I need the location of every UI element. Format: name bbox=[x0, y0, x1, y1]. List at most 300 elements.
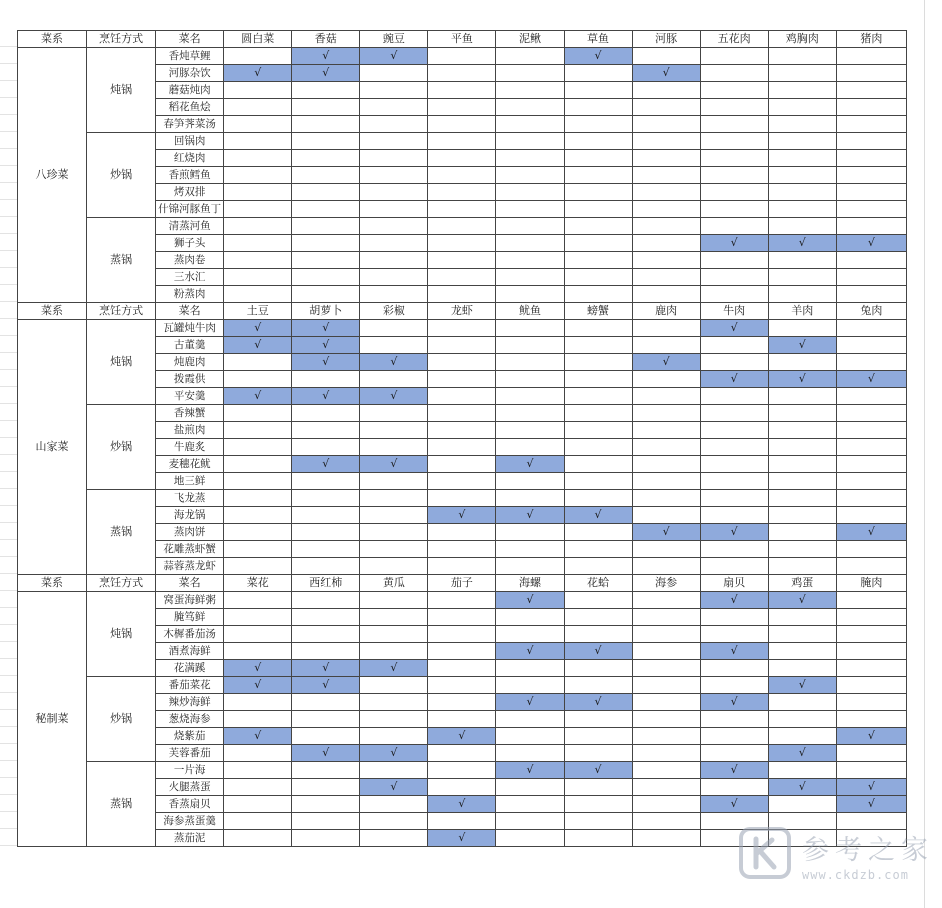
ingredient-empty-cell bbox=[224, 167, 292, 184]
ingredient-empty-cell bbox=[700, 541, 768, 558]
cooking-method-cell: 蒸锅 bbox=[87, 490, 156, 575]
table-row bbox=[18, 762, 907, 779]
dish-name-cell: 平安羹 bbox=[156, 388, 224, 405]
dish-name-cell: 火腿蒸蛋 bbox=[156, 779, 224, 796]
ingredient-empty-cell bbox=[292, 473, 360, 490]
ingredient-empty-cell bbox=[768, 796, 836, 813]
ingredient-empty-cell bbox=[632, 541, 700, 558]
ingredient-empty-cell bbox=[360, 65, 428, 82]
ingredient-empty-cell bbox=[700, 456, 768, 473]
ingredient-empty-cell bbox=[360, 184, 428, 201]
dish-name-cell: 春笋荠菜汤 bbox=[156, 116, 224, 133]
ingredient-empty-cell bbox=[564, 558, 632, 575]
header-ingredient: 茄子 bbox=[428, 575, 496, 592]
ingredient-check-cell: √ bbox=[360, 660, 428, 677]
section-header-row bbox=[18, 31, 907, 48]
ingredient-empty-cell bbox=[224, 762, 292, 779]
ingredient-empty-cell bbox=[632, 728, 700, 745]
cooking-method-cell: 炒锅 bbox=[87, 133, 156, 218]
ingredient-empty-cell bbox=[224, 558, 292, 575]
ingredient-check-cell: √ bbox=[292, 388, 360, 405]
header-cuisine: 菜系 bbox=[18, 31, 87, 48]
ingredient-empty-cell bbox=[768, 218, 836, 235]
ingredient-empty-cell bbox=[700, 626, 768, 643]
ingredient-empty-cell bbox=[700, 490, 768, 507]
ingredient-empty-cell bbox=[768, 286, 836, 303]
dish-name-cell: 香煎鳕鱼 bbox=[156, 167, 224, 184]
ingredient-empty-cell bbox=[224, 48, 292, 65]
header-ingredient: 鸡胸肉 bbox=[768, 31, 836, 48]
ingredient-empty-cell bbox=[428, 762, 496, 779]
ingredient-empty-cell bbox=[768, 184, 836, 201]
ingredient-empty-cell bbox=[428, 320, 496, 337]
ingredient-empty-cell bbox=[292, 99, 360, 116]
ingredient-empty-cell bbox=[564, 388, 632, 405]
ingredient-empty-cell bbox=[292, 643, 360, 660]
ingredient-empty-cell bbox=[836, 252, 906, 269]
ingredient-empty-cell bbox=[564, 422, 632, 439]
ingredient-empty-cell bbox=[632, 82, 700, 99]
table-row bbox=[18, 677, 907, 694]
dish-name-cell: 花雕蒸虾蟹 bbox=[156, 541, 224, 558]
table-row bbox=[18, 592, 907, 609]
ingredient-empty-cell bbox=[632, 626, 700, 643]
dish-name-cell: 三水汇 bbox=[156, 269, 224, 286]
ingredient-empty-cell bbox=[292, 116, 360, 133]
ingredient-empty-cell bbox=[360, 133, 428, 150]
ingredient-empty-cell bbox=[836, 592, 906, 609]
ingredient-empty-cell bbox=[496, 626, 564, 643]
ingredient-empty-cell bbox=[768, 609, 836, 626]
ingredient-check-cell: √ bbox=[360, 48, 428, 65]
ingredient-empty-cell bbox=[496, 82, 564, 99]
ingredient-empty-cell bbox=[496, 490, 564, 507]
ingredient-empty-cell bbox=[564, 82, 632, 99]
header-ingredient: 鹿肉 bbox=[632, 303, 700, 320]
ingredient-empty-cell bbox=[700, 201, 768, 218]
ingredient-empty-cell bbox=[700, 677, 768, 694]
ingredient-check-cell: √ bbox=[224, 320, 292, 337]
ingredient-empty-cell bbox=[768, 99, 836, 116]
ingredient-empty-cell bbox=[224, 745, 292, 762]
header-ingredient: 花蛤 bbox=[564, 575, 632, 592]
ingredient-empty-cell bbox=[224, 99, 292, 116]
ingredient-empty-cell bbox=[496, 745, 564, 762]
ingredient-empty-cell bbox=[292, 694, 360, 711]
ingredient-check-cell: √ bbox=[428, 830, 496, 847]
cuisine-cell: 八珍菜 bbox=[18, 48, 87, 303]
dish-name-cell: 蒜蓉蒸龙虾 bbox=[156, 558, 224, 575]
ingredient-empty-cell bbox=[496, 48, 564, 65]
ingredient-empty-cell bbox=[632, 133, 700, 150]
ingredient-empty-cell bbox=[768, 711, 836, 728]
ingredient-empty-cell bbox=[564, 405, 632, 422]
ingredient-empty-cell bbox=[632, 456, 700, 473]
dish-name-cell: 腌笃鲜 bbox=[156, 609, 224, 626]
ingredient-empty-cell bbox=[700, 82, 768, 99]
dish-name-cell: 清蒸河鱼 bbox=[156, 218, 224, 235]
ingredient-empty-cell bbox=[768, 524, 836, 541]
ingredient-check-cell: √ bbox=[224, 65, 292, 82]
ingredient-check-cell: √ bbox=[224, 728, 292, 745]
ingredient-empty-cell bbox=[700, 252, 768, 269]
ingredient-empty-cell bbox=[564, 660, 632, 677]
ingredient-empty-cell bbox=[428, 643, 496, 660]
ingredient-check-cell: √ bbox=[292, 320, 360, 337]
ingredient-empty-cell bbox=[836, 82, 906, 99]
ingredient-check-cell: √ bbox=[360, 456, 428, 473]
ingredient-check-cell: √ bbox=[292, 660, 360, 677]
header-ingredient: 香菇 bbox=[292, 31, 360, 48]
ingredient-empty-cell bbox=[768, 388, 836, 405]
section-header-row bbox=[18, 303, 907, 320]
ingredient-empty-cell bbox=[360, 82, 428, 99]
ingredient-check-cell: √ bbox=[632, 65, 700, 82]
ingredient-empty-cell bbox=[224, 371, 292, 388]
ingredient-empty-cell bbox=[292, 592, 360, 609]
table-row bbox=[18, 320, 907, 337]
ingredient-empty-cell bbox=[768, 541, 836, 558]
ingredient-empty-cell bbox=[224, 252, 292, 269]
ingredient-empty-cell bbox=[768, 694, 836, 711]
ingredient-empty-cell bbox=[428, 592, 496, 609]
ingredient-empty-cell bbox=[428, 184, 496, 201]
ingredient-check-cell: √ bbox=[768, 337, 836, 354]
ingredient-empty-cell bbox=[224, 150, 292, 167]
ingredient-empty-cell bbox=[496, 235, 564, 252]
ingredient-empty-cell bbox=[428, 490, 496, 507]
ingredient-empty-cell bbox=[360, 592, 428, 609]
ingredient-empty-cell bbox=[564, 184, 632, 201]
dish-name-cell: 飞龙蒸 bbox=[156, 490, 224, 507]
ingredient-empty-cell bbox=[360, 524, 428, 541]
ingredient-empty-cell bbox=[496, 167, 564, 184]
ingredient-empty-cell bbox=[836, 541, 906, 558]
ingredient-empty-cell bbox=[632, 184, 700, 201]
ingredient-check-cell: √ bbox=[836, 796, 906, 813]
ingredient-empty-cell bbox=[564, 235, 632, 252]
watermark-url: www.ckdzb.com bbox=[802, 868, 909, 882]
ingredient-empty-cell bbox=[632, 439, 700, 456]
ingredient-empty-cell bbox=[496, 150, 564, 167]
ingredient-empty-cell bbox=[768, 507, 836, 524]
ingredient-check-cell: √ bbox=[700, 371, 768, 388]
header-dish-name: 菜名 bbox=[156, 303, 224, 320]
ingredient-empty-cell bbox=[836, 218, 906, 235]
ingredient-empty-cell bbox=[632, 507, 700, 524]
ingredient-check-cell: √ bbox=[224, 677, 292, 694]
ingredient-check-cell: √ bbox=[496, 507, 564, 524]
ingredient-empty-cell bbox=[632, 660, 700, 677]
ingredient-empty-cell bbox=[428, 286, 496, 303]
ingredient-empty-cell bbox=[224, 711, 292, 728]
ingredient-empty-cell bbox=[564, 813, 632, 830]
header-ingredient: 胡萝卜 bbox=[292, 303, 360, 320]
ingredient-empty-cell bbox=[292, 252, 360, 269]
header-ingredient: 海参 bbox=[632, 575, 700, 592]
ingredient-empty-cell bbox=[360, 813, 428, 830]
ingredient-empty-cell bbox=[836, 745, 906, 762]
cooking-method-cell: 炒锅 bbox=[87, 405, 156, 490]
ingredient-empty-cell bbox=[836, 99, 906, 116]
ingredient-empty-cell bbox=[564, 830, 632, 847]
ingredient-check-cell: √ bbox=[292, 456, 360, 473]
ingredient-check-cell: √ bbox=[292, 745, 360, 762]
cooking-method-cell: 蒸锅 bbox=[87, 762, 156, 847]
ingredient-empty-cell bbox=[428, 405, 496, 422]
ingredient-empty-cell bbox=[292, 813, 360, 830]
cooking-method-cell: 炖锅 bbox=[87, 592, 156, 677]
ingredient-empty-cell bbox=[836, 558, 906, 575]
ingredient-empty-cell bbox=[496, 711, 564, 728]
ingredient-empty-cell bbox=[360, 201, 428, 218]
ingredient-empty-cell bbox=[768, 65, 836, 82]
cuisine-cell: 秘制菜 bbox=[18, 592, 87, 847]
ingredient-check-cell: √ bbox=[292, 677, 360, 694]
ingredient-empty-cell bbox=[224, 286, 292, 303]
header-ingredient: 黄瓜 bbox=[360, 575, 428, 592]
ingredient-empty-cell bbox=[564, 490, 632, 507]
ingredient-check-cell: √ bbox=[360, 745, 428, 762]
ingredient-check-cell: √ bbox=[564, 762, 632, 779]
dish-name-cell: 一片海 bbox=[156, 762, 224, 779]
ingredient-check-cell: √ bbox=[700, 320, 768, 337]
dish-name-cell: 烤双排 bbox=[156, 184, 224, 201]
ingredient-empty-cell bbox=[292, 422, 360, 439]
ingredient-empty-cell bbox=[768, 354, 836, 371]
ingredient-empty-cell bbox=[836, 48, 906, 65]
ingredient-empty-cell bbox=[632, 286, 700, 303]
ingredient-empty-cell bbox=[292, 218, 360, 235]
ingredient-empty-cell bbox=[496, 609, 564, 626]
ingredient-empty-cell bbox=[428, 473, 496, 490]
dish-name-cell: 麦穗花鱿 bbox=[156, 456, 224, 473]
ingredient-empty-cell bbox=[360, 150, 428, 167]
ingredient-empty-cell bbox=[632, 252, 700, 269]
ingredient-check-cell: √ bbox=[360, 388, 428, 405]
ingredient-empty-cell bbox=[700, 269, 768, 286]
recipe-ingredient-table bbox=[17, 30, 907, 847]
ingredient-empty-cell bbox=[428, 65, 496, 82]
dish-name-cell: 花满蹊 bbox=[156, 660, 224, 677]
ingredient-empty-cell bbox=[768, 48, 836, 65]
dish-name-cell: 香辣蟹 bbox=[156, 405, 224, 422]
ingredient-empty-cell bbox=[496, 65, 564, 82]
ingredient-empty-cell bbox=[496, 320, 564, 337]
dish-name-cell: 海龙锅 bbox=[156, 507, 224, 524]
ingredient-empty-cell bbox=[632, 218, 700, 235]
ingredient-empty-cell bbox=[700, 745, 768, 762]
ingredient-empty-cell bbox=[564, 286, 632, 303]
ingredient-check-cell: √ bbox=[292, 48, 360, 65]
table-row bbox=[18, 405, 907, 422]
ingredient-empty-cell bbox=[360, 320, 428, 337]
header-cooking-method: 烹饪方式 bbox=[87, 575, 156, 592]
ingredient-empty-cell bbox=[360, 830, 428, 847]
ingredient-empty-cell bbox=[292, 490, 360, 507]
dish-name-cell: 地三鲜 bbox=[156, 473, 224, 490]
ingredient-empty-cell bbox=[836, 65, 906, 82]
ingredient-empty-cell bbox=[632, 490, 700, 507]
ingredient-empty-cell bbox=[836, 388, 906, 405]
ingredient-empty-cell bbox=[224, 218, 292, 235]
dish-name-cell: 酒煮海鲜 bbox=[156, 643, 224, 660]
ingredient-empty-cell bbox=[836, 439, 906, 456]
ingredient-empty-cell bbox=[428, 422, 496, 439]
ingredient-empty-cell bbox=[224, 184, 292, 201]
ingredient-empty-cell bbox=[564, 252, 632, 269]
ingredient-check-cell: √ bbox=[700, 592, 768, 609]
ingredient-empty-cell bbox=[496, 201, 564, 218]
cuisine-cell: 山家菜 bbox=[18, 320, 87, 575]
dish-name-cell: 蒸肉卷 bbox=[156, 252, 224, 269]
ingredient-check-cell: √ bbox=[700, 762, 768, 779]
ingredient-empty-cell bbox=[700, 184, 768, 201]
spreadsheet-gridlines bbox=[0, 30, 17, 860]
ingredient-empty-cell bbox=[360, 99, 428, 116]
header-ingredient: 豌豆 bbox=[360, 31, 428, 48]
dish-name-cell: 古董羹 bbox=[156, 337, 224, 354]
ingredient-check-cell: √ bbox=[564, 48, 632, 65]
ingredient-empty-cell bbox=[632, 116, 700, 133]
ingredient-check-cell: √ bbox=[360, 354, 428, 371]
ingredient-empty-cell bbox=[292, 762, 360, 779]
ingredient-check-cell: √ bbox=[224, 388, 292, 405]
ingredient-empty-cell bbox=[496, 541, 564, 558]
ingredient-check-cell: √ bbox=[564, 643, 632, 660]
ingredient-check-cell: √ bbox=[768, 677, 836, 694]
ingredient-empty-cell bbox=[632, 643, 700, 660]
ingredient-empty-cell bbox=[564, 439, 632, 456]
header-cuisine: 菜系 bbox=[18, 303, 87, 320]
dish-name-cell: 香炖草鲤 bbox=[156, 48, 224, 65]
table-row bbox=[18, 218, 907, 235]
ingredient-empty-cell bbox=[564, 745, 632, 762]
ingredient-empty-cell bbox=[700, 388, 768, 405]
ingredient-empty-cell bbox=[360, 405, 428, 422]
ingredient-empty-cell bbox=[700, 779, 768, 796]
ingredient-check-cell: √ bbox=[700, 524, 768, 541]
ingredient-empty-cell bbox=[564, 456, 632, 473]
ingredient-empty-cell bbox=[564, 524, 632, 541]
cooking-method-cell: 炒锅 bbox=[87, 677, 156, 762]
ingredient-empty-cell bbox=[564, 677, 632, 694]
ingredient-empty-cell bbox=[632, 167, 700, 184]
ingredient-empty-cell bbox=[768, 643, 836, 660]
ingredient-check-cell: √ bbox=[428, 796, 496, 813]
ingredient-empty-cell bbox=[496, 813, 564, 830]
ingredient-check-cell: √ bbox=[224, 337, 292, 354]
header-ingredient: 菜花 bbox=[224, 575, 292, 592]
ingredient-empty-cell bbox=[428, 779, 496, 796]
ingredient-empty-cell bbox=[292, 541, 360, 558]
ingredient-empty-cell bbox=[224, 269, 292, 286]
ingredient-empty-cell bbox=[292, 779, 360, 796]
ingredient-empty-cell bbox=[428, 558, 496, 575]
ingredient-empty-cell bbox=[360, 541, 428, 558]
ingredient-empty-cell bbox=[496, 524, 564, 541]
ingredient-empty-cell bbox=[428, 609, 496, 626]
dish-name-cell: 窝蛋海鲜粥 bbox=[156, 592, 224, 609]
header-ingredient: 泥鳅 bbox=[496, 31, 564, 48]
dish-name-cell: 盐煎肉 bbox=[156, 422, 224, 439]
ingredient-empty-cell bbox=[496, 830, 564, 847]
ingredient-empty-cell bbox=[292, 286, 360, 303]
ingredient-empty-cell bbox=[360, 167, 428, 184]
ingredient-empty-cell bbox=[360, 422, 428, 439]
ingredient-check-cell: √ bbox=[564, 694, 632, 711]
header-ingredient: 土豆 bbox=[224, 303, 292, 320]
ingredient-check-cell: √ bbox=[700, 694, 768, 711]
ingredient-empty-cell bbox=[768, 133, 836, 150]
ingredient-empty-cell bbox=[292, 626, 360, 643]
ingredient-empty-cell bbox=[700, 286, 768, 303]
ingredient-empty-cell bbox=[836, 116, 906, 133]
ingredient-empty-cell bbox=[224, 507, 292, 524]
ingredient-check-cell: √ bbox=[768, 745, 836, 762]
ingredient-empty-cell bbox=[224, 439, 292, 456]
ingredient-check-cell: √ bbox=[292, 337, 360, 354]
ingredient-empty-cell bbox=[224, 82, 292, 99]
ingredient-check-cell: √ bbox=[496, 643, 564, 660]
ingredient-empty-cell bbox=[428, 813, 496, 830]
ingredient-empty-cell bbox=[700, 609, 768, 626]
ingredient-empty-cell bbox=[360, 507, 428, 524]
ingredient-empty-cell bbox=[224, 473, 292, 490]
header-dish-name: 菜名 bbox=[156, 31, 224, 48]
ingredient-empty-cell bbox=[360, 337, 428, 354]
ingredient-empty-cell bbox=[224, 422, 292, 439]
ckdzb-logo-icon bbox=[738, 826, 792, 880]
ingredient-empty-cell bbox=[632, 337, 700, 354]
ingredient-empty-cell bbox=[632, 388, 700, 405]
dish-name-cell: 蘑菇炖肉 bbox=[156, 82, 224, 99]
ingredient-empty-cell bbox=[836, 473, 906, 490]
header-ingredient: 彩椒 bbox=[360, 303, 428, 320]
ingredient-empty-cell bbox=[632, 235, 700, 252]
header-cuisine: 菜系 bbox=[18, 575, 87, 592]
ingredient-check-cell: √ bbox=[768, 371, 836, 388]
ingredient-empty-cell bbox=[496, 184, 564, 201]
ingredient-empty-cell bbox=[224, 541, 292, 558]
ingredient-check-cell: √ bbox=[496, 762, 564, 779]
ingredient-empty-cell bbox=[292, 133, 360, 150]
ingredient-empty-cell bbox=[632, 201, 700, 218]
ingredient-empty-cell bbox=[496, 133, 564, 150]
ingredient-empty-cell bbox=[360, 796, 428, 813]
cooking-method-cell: 蒸锅 bbox=[87, 218, 156, 303]
ingredient-empty-cell bbox=[632, 813, 700, 830]
header-ingredient: 扇贝 bbox=[700, 575, 768, 592]
ingredient-empty-cell bbox=[428, 354, 496, 371]
ingredient-check-cell: √ bbox=[632, 524, 700, 541]
ingredient-empty-cell bbox=[700, 167, 768, 184]
ingredient-empty-cell bbox=[632, 745, 700, 762]
ingredient-empty-cell bbox=[700, 150, 768, 167]
ingredient-empty-cell bbox=[224, 830, 292, 847]
ingredient-empty-cell bbox=[632, 269, 700, 286]
ingredient-empty-cell bbox=[292, 796, 360, 813]
ingredient-empty-cell bbox=[700, 507, 768, 524]
ingredient-empty-cell bbox=[292, 405, 360, 422]
ingredient-check-cell: √ bbox=[768, 779, 836, 796]
ingredient-check-cell: √ bbox=[836, 779, 906, 796]
ingredient-empty-cell bbox=[292, 184, 360, 201]
ingredient-empty-cell bbox=[768, 558, 836, 575]
ingredient-empty-cell bbox=[496, 218, 564, 235]
ingredient-empty-cell bbox=[632, 150, 700, 167]
ingredient-empty-cell bbox=[292, 235, 360, 252]
